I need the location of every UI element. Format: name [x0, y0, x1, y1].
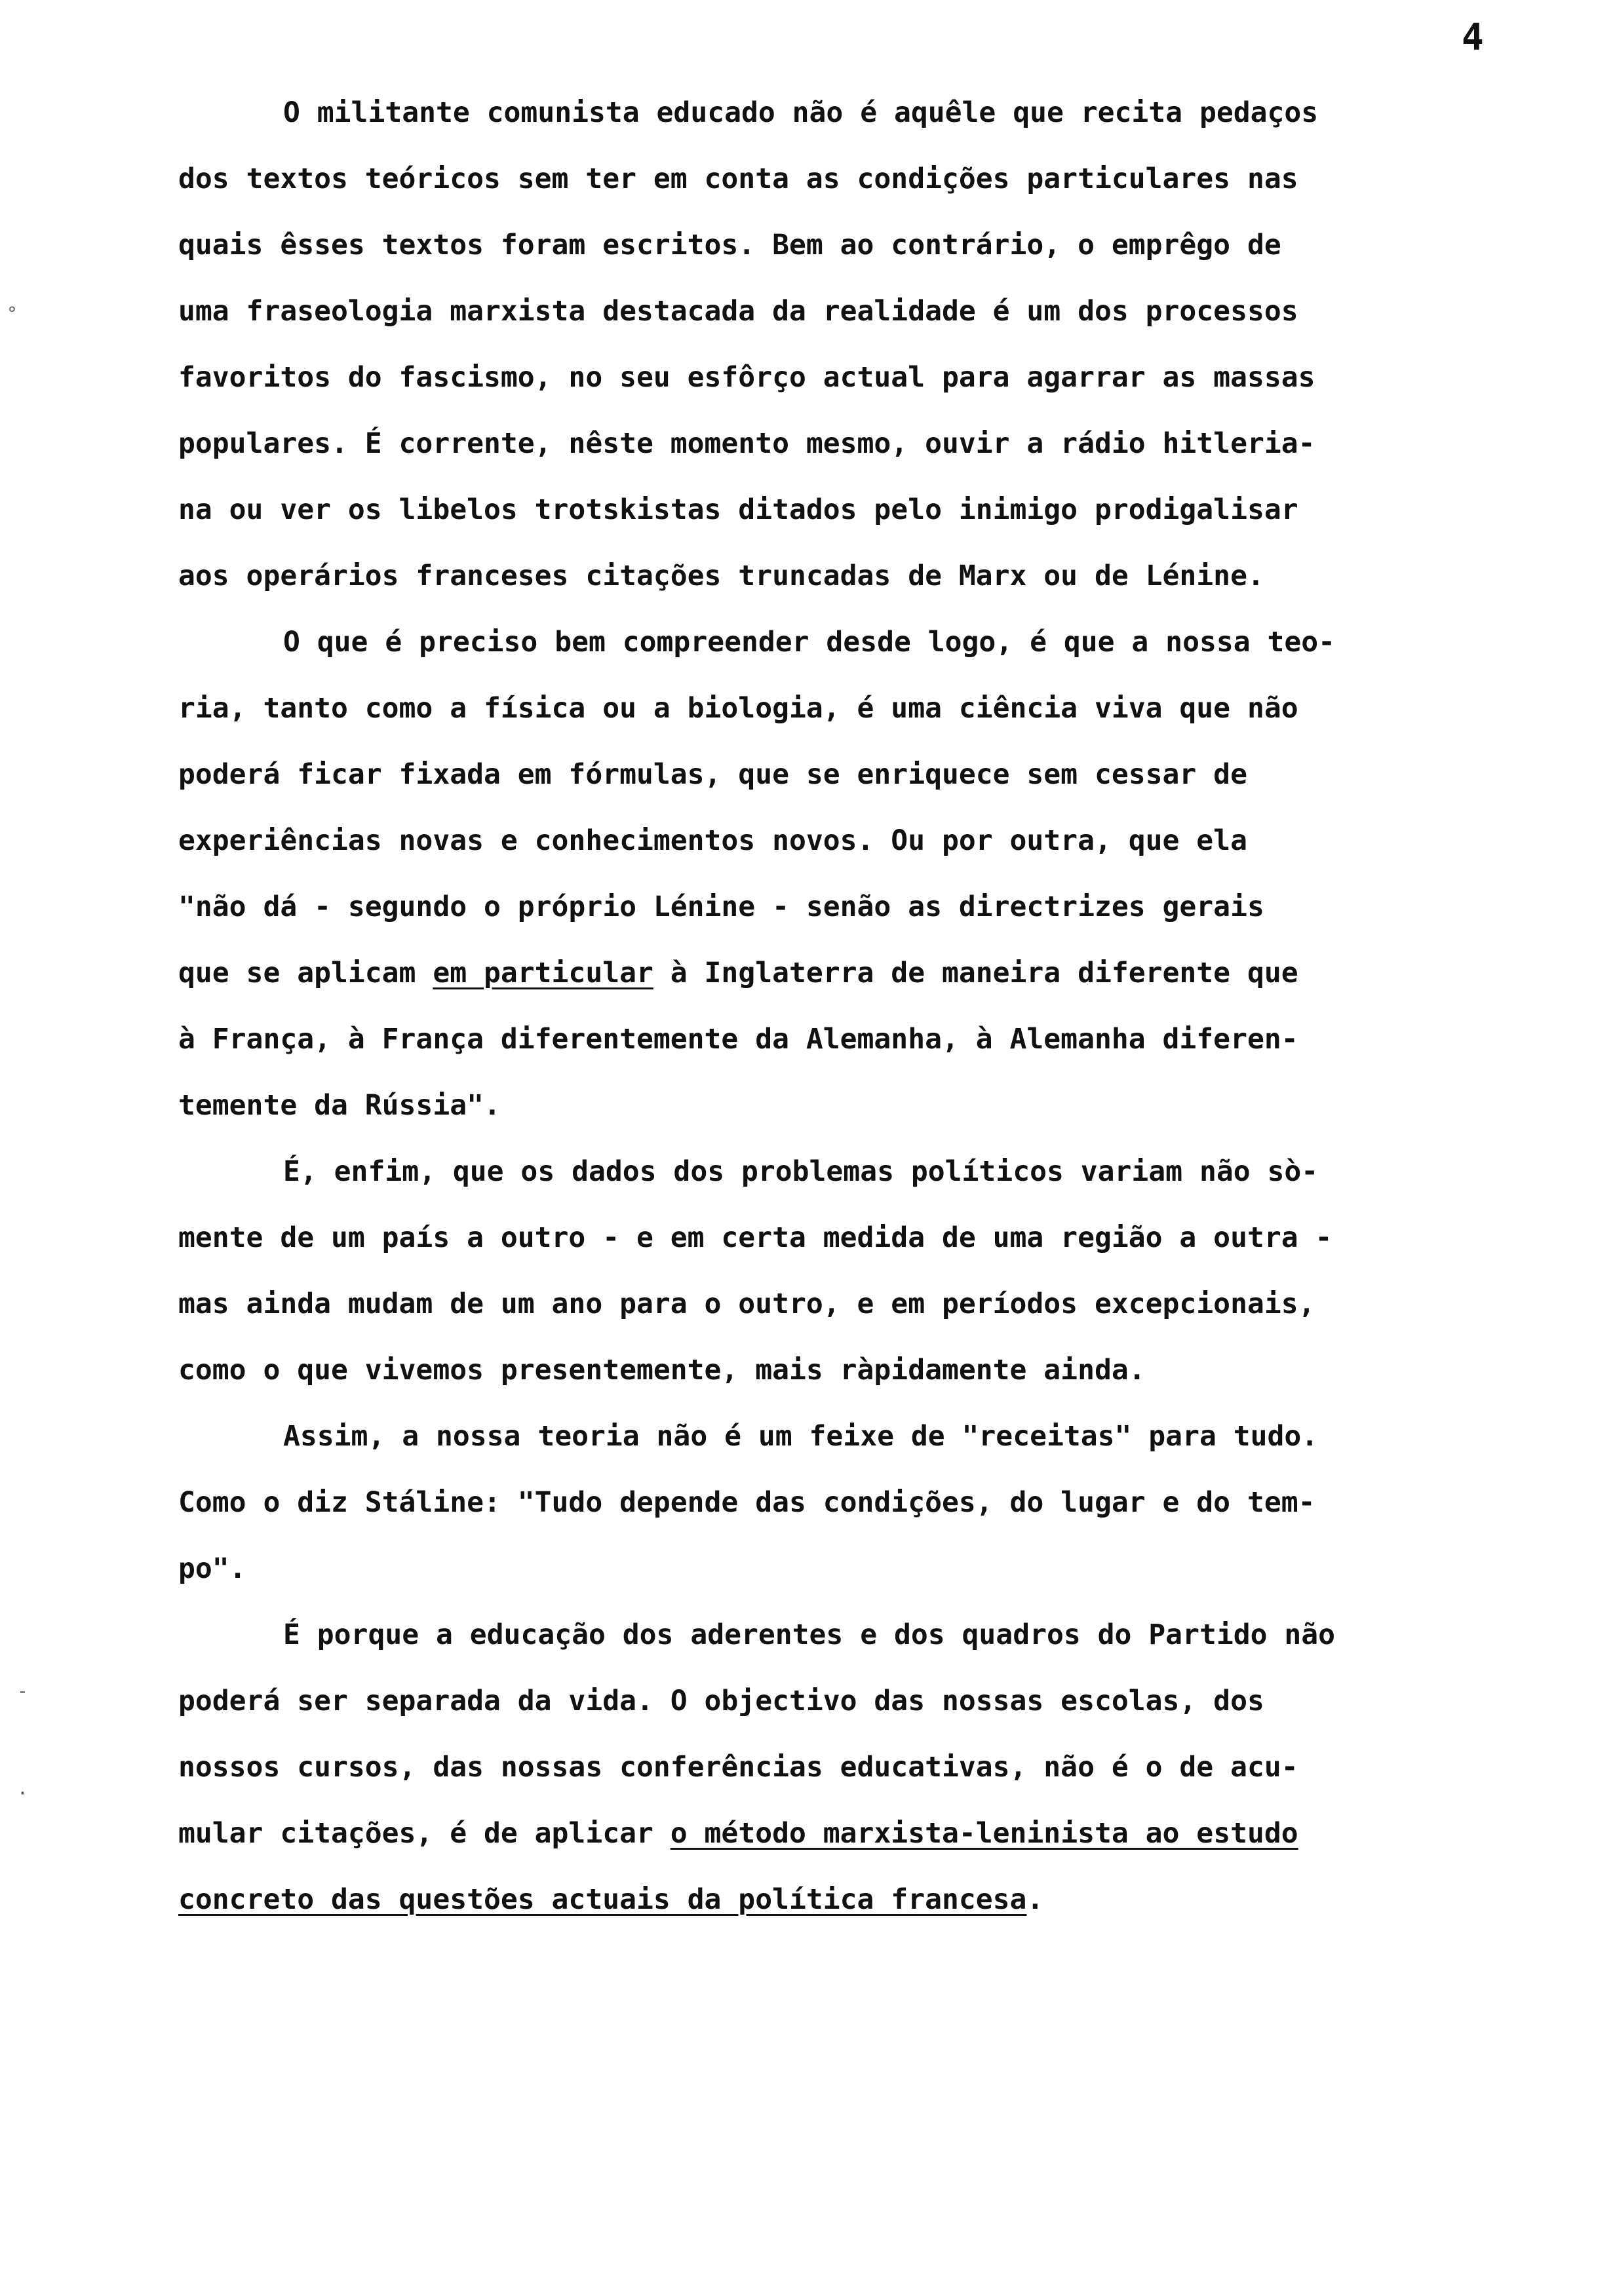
body-text — [178, 80, 1542, 1933]
text-line: po". — [178, 1552, 246, 1585]
underlined-text: em particular — [433, 957, 653, 989]
text-line: nossos cursos, das nossas conferências educativas, não é o de acu- — [178, 1751, 1298, 1784]
text-line-with-underline — [178, 1801, 1542, 1867]
text-line: poderá ser separada da vida. O objectivo das nossas escolas, dos — [178, 1685, 1264, 1717]
text-line: É porque a educação dos aderentes e dos quadros do Partido não — [283, 1618, 1336, 1651]
text-line: O militante comunista educado não é aquêle que recita pedaços — [283, 96, 1319, 129]
text-line: na ou ver os libelos trotskistas ditados pelo inimigo prodigalisar — [178, 493, 1298, 526]
text-line: mas ainda mudam de um ano para o outro, e em períodos excepcionais, — [178, 1288, 1315, 1320]
margin-mark: ° — [7, 303, 18, 324]
margin-mark: - — [17, 1680, 28, 1702]
text-line: Assim, a nossa teoria não é um feixe de "receitas" para tudo. — [283, 1420, 1319, 1453]
text-line: dos textos teóricos sem ter em conta as condições particulares nas — [178, 163, 1298, 195]
text-line: favoritos do fascismo, no seu esfôrço actual para agarrar as massas — [178, 361, 1315, 394]
margin-mark: · — [17, 1782, 28, 1804]
text-line-with-underline — [178, 1867, 1542, 1933]
text-line: É, enfim, que os dados dos problemas políticos variam não sò- — [283, 1155, 1319, 1188]
text-line: Como o diz Stáline: "Tudo depende das condições, do lugar e do tem- — [178, 1486, 1315, 1519]
text-segment: à Inglaterra de maneira diferente que — [653, 957, 1298, 989]
text-line: populares. É corrente, nêste momento mesmo, ouvir a rádio hitleria- — [178, 427, 1315, 460]
text-line: como o que vivemos presentemente, mais ràpidamente ainda. — [178, 1354, 1146, 1387]
text-line: quais êsses textos foram escritos. Bem ao contrário, o emprêgo de — [178, 229, 1281, 261]
text-line: aos operários franceses citações truncadas de Marx ou de Lénine. — [178, 560, 1264, 592]
text-line-with-underline — [178, 940, 1542, 1006]
text-line: mente de um país a outro - e em certa medida de uma região a outra - — [178, 1221, 1333, 1254]
underlined-text: concreto das questões actuais da política francesa — [178, 1883, 1027, 1916]
text-line: temente da Rússia". — [178, 1089, 501, 1122]
text-line: "não dá - segundo o próprio Lénine - senão as directrizes gerais — [178, 890, 1264, 923]
text-segment: . — [1026, 1883, 1044, 1916]
underlined-text: o método marxista-leninista ao estudo — [670, 1817, 1298, 1850]
text-line: experiências novas e conhecimentos novos. Ou por outra, que ela — [178, 824, 1247, 857]
text-line: à França, à França diferentemente da Alemanha, à Alemanha diferen- — [178, 1023, 1298, 1056]
text-line: ria, tanto como a física ou a biologia, é uma ciência viva que não — [178, 692, 1298, 725]
text-segment: que se aplicam — [178, 957, 433, 989]
page-number: 4 — [1462, 16, 1484, 59]
text-segment: mular citações, é de aplicar — [178, 1817, 671, 1850]
text-line: uma fraseologia marxista destacada da realidade é um dos processos — [178, 295, 1298, 328]
text-line: O que é preciso bem compreender desde logo, é que a nossa teo- — [283, 626, 1336, 659]
text-line: poderá ficar fixada em fórmulas, que se enriquece sem cessar de — [178, 758, 1247, 791]
